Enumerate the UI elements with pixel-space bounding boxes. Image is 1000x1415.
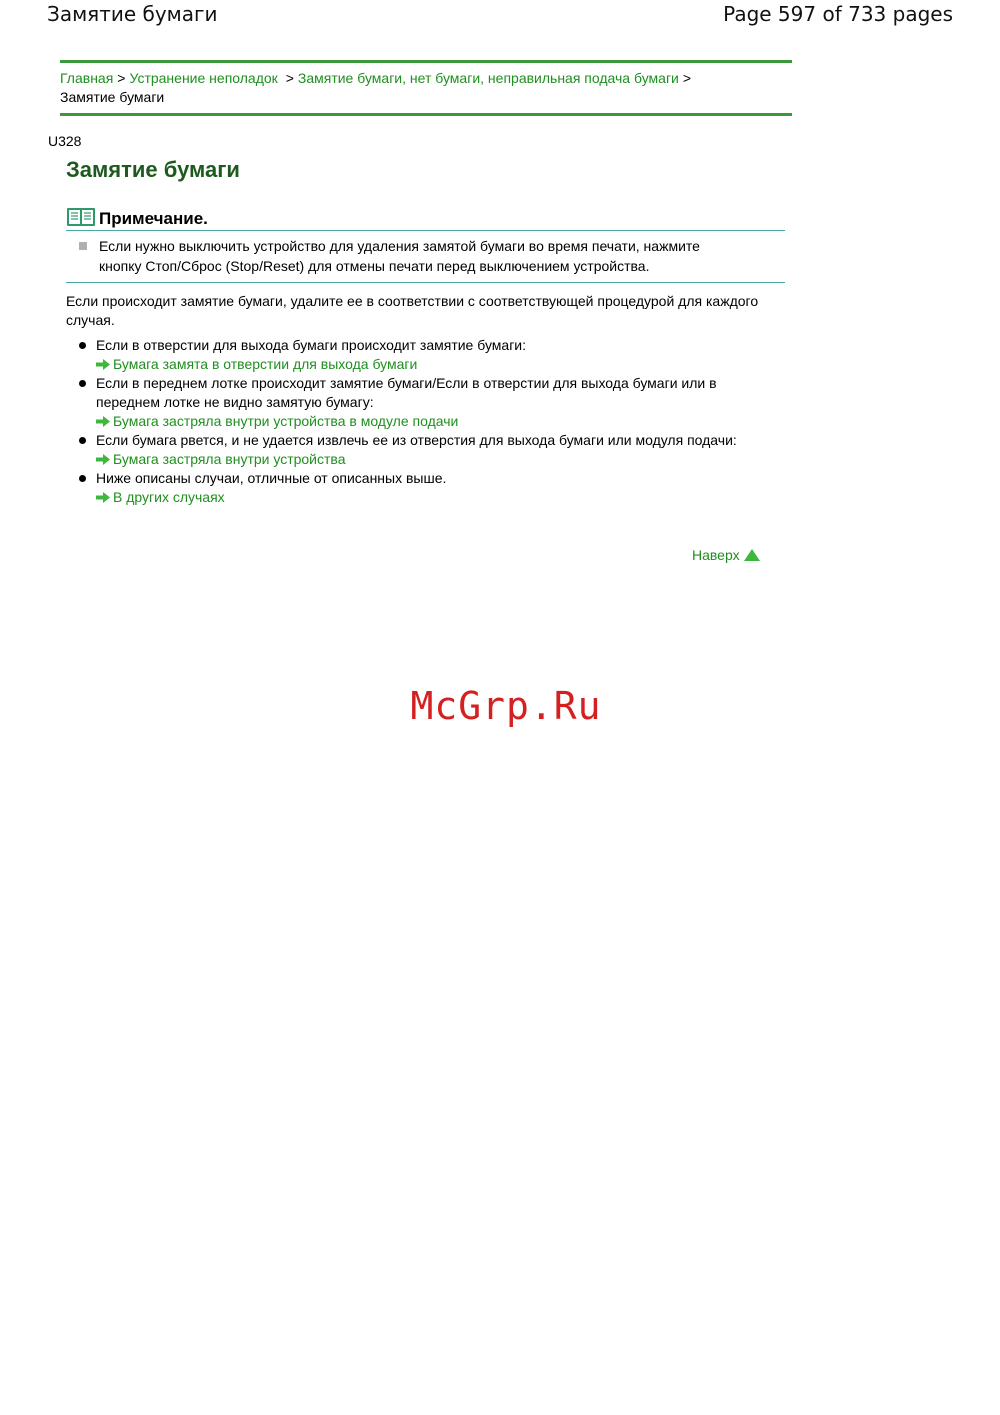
page-counter: Page 597 of 733 pages [723,2,953,26]
breadcrumb-separator: > [285,70,294,86]
back-to-top-label: Наверх [692,547,740,563]
list-item [66,469,766,507]
right-arrow-icon [96,359,110,370]
right-arrow-icon [96,492,110,503]
document-code: U328 [48,133,82,149]
case-text: Если бумага рвется, и не удается извлечь ее из отверстия для выхода бумаги или модуля подачи: [96,432,737,448]
case-list [66,336,766,507]
breadcrumb-separator: > [117,70,126,86]
page-header-title: Замятие бумаги [47,2,218,26]
note-heading: Примечание. [99,209,208,228]
bullet-icon [79,342,86,349]
breadcrumb-separator: > [682,70,692,86]
back-to-top-link[interactable] [692,547,760,563]
list-item [66,374,766,431]
list-item [66,336,766,374]
case-text: Ниже описаны случаи, отличные от описанных выше. [96,470,447,486]
case-link-label: Бумага застряла внутри устройства в модуле подачи [113,413,459,429]
note-box [66,204,785,283]
breadcrumb [60,60,792,116]
case-link[interactable] [96,412,766,431]
case-link-label: Бумага замята в отверстии для выхода бумаги [113,356,418,372]
case-text: Если в отверстии для выхода бумаги происходит замятие бумаги: [96,337,527,353]
breadcrumb-link-paper-jam-section[interactable]: Замятие бумаги, нет бумаги, неправильная подача бумаги [297,70,679,86]
bullet-icon [79,380,86,387]
note-item [66,231,785,283]
breadcrumb-link-troubleshooting[interactable]: Устранение неполадок [129,70,278,86]
right-arrow-icon [96,416,110,427]
case-link-label: В других случаях [113,489,225,505]
intro-paragraph: Если происходит замятие бумаги, удалите ее в соответствии с соответствующей процедурой для каждого случая. [66,293,759,328]
watermark-text: McGrp.Ru [410,684,602,728]
page-title: Замятие бумаги [66,157,240,182]
right-arrow-icon [96,454,110,465]
open-book-icon [66,206,96,228]
note-text: Если нужно выключить устройство для удаления замятой бумаги во время печати, нажмите кнопку Стоп/Сброс (Stop/Reset) для отмены печати перед выключением устройства. [99,238,700,274]
breadcrumb-link-home[interactable]: Главная [60,70,114,86]
case-link[interactable] [96,488,766,507]
bullet-icon [79,437,86,444]
case-text: Если в переднем лотке происходит замятие бумаги/Если в отверстии для выхода бумаги или в переднем лотке не видно замятую бумагу: [96,375,717,410]
bullet-icon [79,475,86,482]
note-header [66,204,785,231]
square-bullet-icon [79,242,87,250]
up-triangle-icon [744,549,760,561]
case-link[interactable] [96,355,766,374]
breadcrumb-current: Замятие бумаги [60,89,165,105]
case-link-label: Бумага застряла внутри устройства [113,451,346,467]
case-link[interactable] [96,450,766,469]
watermark [0,684,1000,728]
list-item [66,431,766,469]
